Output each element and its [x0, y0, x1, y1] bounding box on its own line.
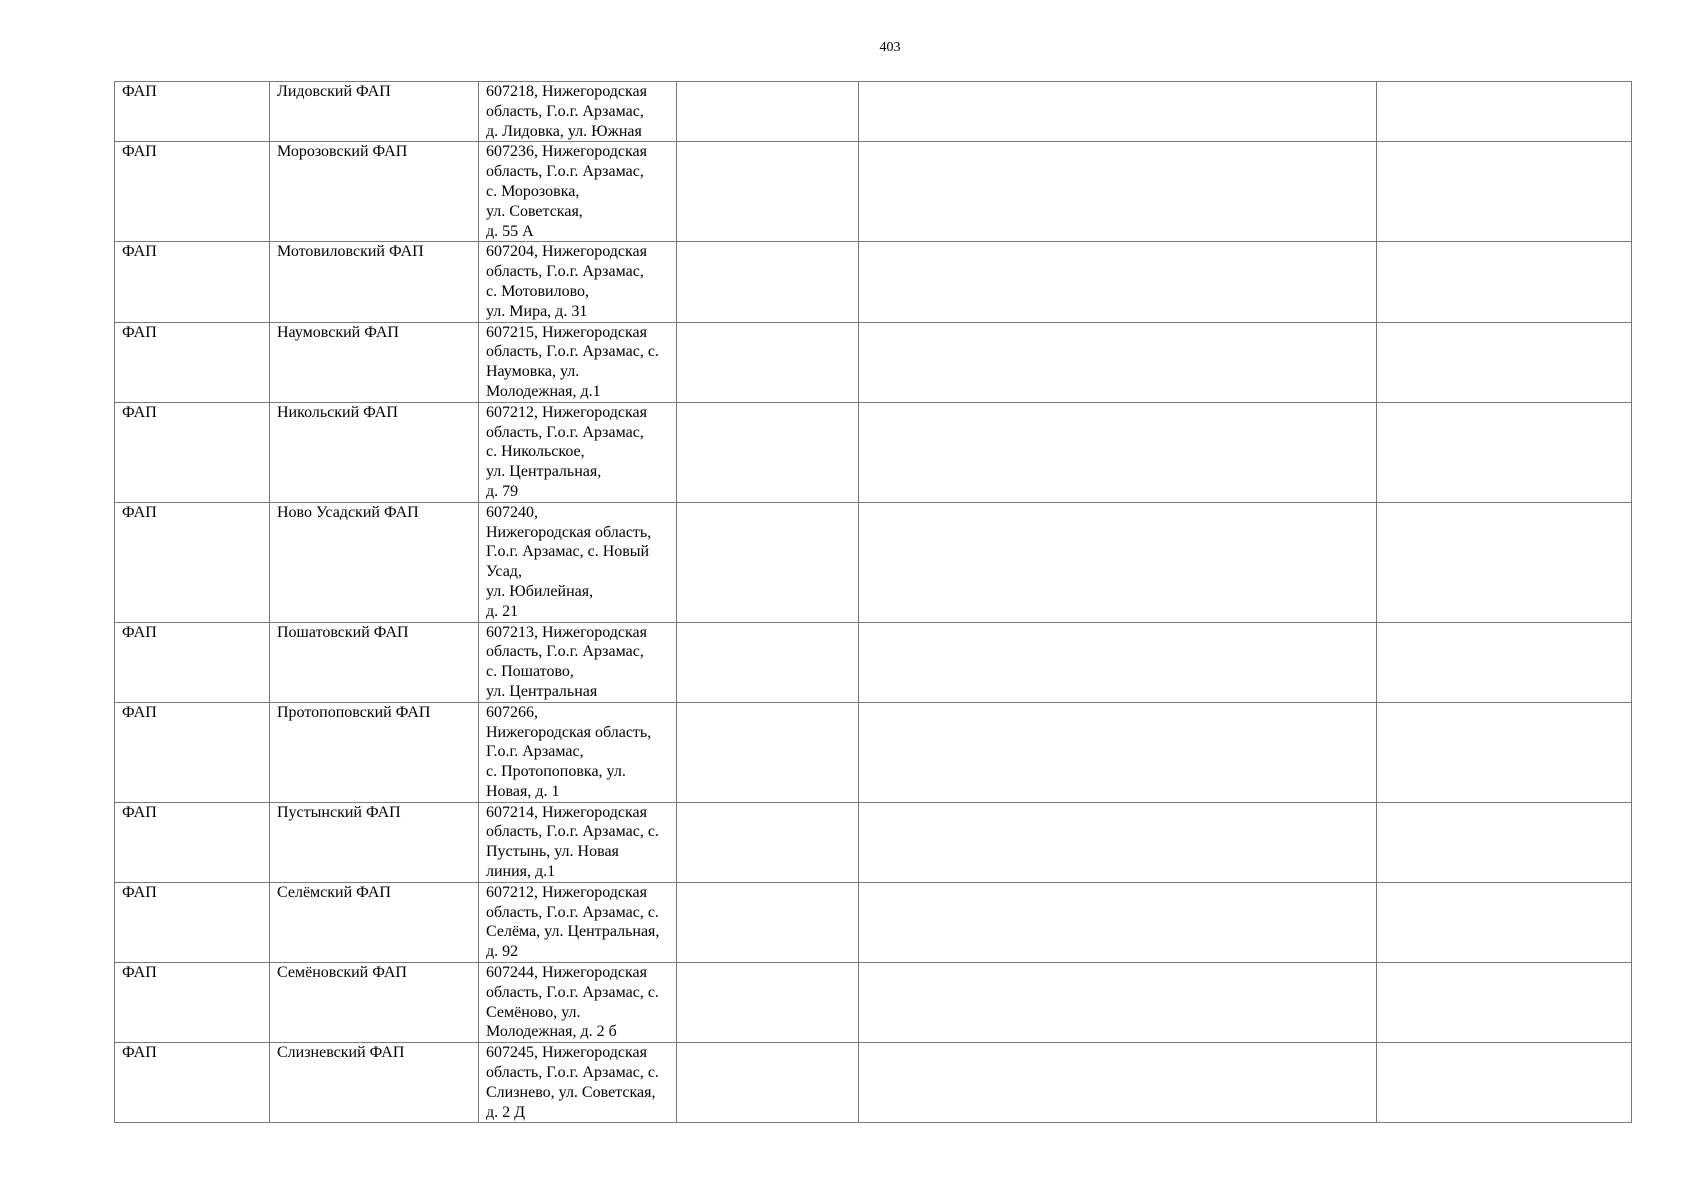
table-row [115, 242, 1632, 322]
facility-type-cell: ФАП [115, 142, 270, 242]
empty-cell [859, 702, 1377, 802]
address-line: 607204, Нижегородская [486, 243, 647, 261]
address-line: ул. Центральная [486, 682, 598, 700]
address-line: ул. Советская, [486, 202, 583, 220]
address-line: ул. Мира, д. 31 [486, 302, 588, 320]
facility-type-cell: ФАП [115, 502, 270, 622]
facility-address-cell [479, 502, 677, 622]
address-line: область, Г.о.г. Арзамас, с. [486, 823, 659, 841]
address-line: 607245, Нижегородская [486, 1044, 647, 1062]
table-row [115, 1043, 1632, 1123]
facility-type-cell: ФАП [115, 702, 270, 802]
facility-type-cell: ФАП [115, 242, 270, 322]
address-line: область, Г.о.г. Арзамас, [486, 163, 644, 181]
table-row [115, 802, 1632, 882]
facility-name-cell: Пустынский ФАП [270, 802, 479, 882]
facility-type-cell: ФАП [115, 1043, 270, 1123]
address-line: область, Г.о.г. Арзамас, с. [486, 903, 659, 921]
address-line: Г.о.г. Арзамас, [486, 743, 584, 761]
empty-cell [1377, 802, 1632, 882]
page-number: 403 [879, 40, 901, 55]
empty-cell [859, 402, 1377, 502]
facility-address-cell [479, 622, 677, 702]
address-line: Усад, [486, 563, 522, 581]
address-line: 607240, [486, 503, 538, 521]
facility-type-cell: ФАП [115, 82, 270, 142]
address-line: Нижегородская область, [486, 523, 652, 541]
empty-cell [677, 402, 859, 502]
address-line: с. Никольское, [486, 443, 585, 461]
facility-address-cell [479, 322, 677, 402]
table-row [115, 82, 1632, 142]
empty-cell [677, 702, 859, 802]
address-line: область, Г.о.г. Арзамас, с. [486, 983, 659, 1001]
facility-address-cell [479, 142, 677, 242]
empty-cell [677, 622, 859, 702]
table-body [115, 82, 1632, 1123]
empty-cell [859, 882, 1377, 962]
empty-cell [677, 82, 859, 142]
table-row [115, 882, 1632, 962]
empty-cell [677, 1043, 859, 1123]
address-line: Наумовка, ул. [486, 363, 580, 381]
address-line: с. Пошатово, [486, 663, 574, 681]
address-line: д. 2 Д [486, 1103, 526, 1121]
address-line: 607213, Нижегородская [486, 623, 647, 641]
address-line: Селёма, ул. Центральная, [486, 923, 660, 941]
empty-cell [677, 802, 859, 882]
facility-type-cell: ФАП [115, 802, 270, 882]
facility-type-cell: ФАП [115, 402, 270, 502]
table-row [115, 502, 1632, 622]
address-line: д. 21 [486, 602, 519, 620]
facilities-table [114, 81, 1632, 1123]
facility-address-cell [479, 963, 677, 1043]
empty-cell [677, 963, 859, 1043]
address-line: Молодежная, д.1 [486, 382, 601, 400]
address-line: 607212, Нижегородская [486, 883, 647, 901]
address-line: 607212, Нижегородская [486, 403, 647, 421]
address-line: Пустынь, ул. Новая [486, 843, 619, 861]
address-line: 607215, Нижегородская [486, 323, 647, 341]
address-line: область, Г.о.г. Арзамас, с. [486, 1064, 659, 1082]
address-line: линия, д.1 [486, 863, 556, 881]
table-row [115, 622, 1632, 702]
address-line: д. 55 А [486, 222, 534, 240]
empty-cell [677, 502, 859, 622]
address-line: 607214, Нижегородская [486, 803, 647, 821]
facility-address-cell [479, 402, 677, 502]
facility-address-cell [479, 1043, 677, 1123]
address-line: с. Мотовилово, [486, 282, 590, 300]
empty-cell [1377, 882, 1632, 962]
empty-cell [1377, 1043, 1632, 1123]
facility-name-cell: Слизневский ФАП [270, 1043, 479, 1123]
empty-cell [859, 1043, 1377, 1123]
empty-cell [677, 322, 859, 402]
empty-cell [859, 802, 1377, 882]
empty-cell [1377, 82, 1632, 142]
facility-address-cell [479, 882, 677, 962]
empty-cell [859, 242, 1377, 322]
empty-cell [859, 963, 1377, 1043]
empty-cell [859, 502, 1377, 622]
table-row [115, 322, 1632, 402]
facility-address-cell [479, 242, 677, 322]
address-line: Новая, д. 1 [486, 782, 560, 800]
empty-cell [1377, 142, 1632, 242]
address-line: с. Морозовка, [486, 182, 580, 200]
address-line: 607266, [486, 703, 538, 721]
empty-cell [1377, 402, 1632, 502]
address-line: 607244, Нижегородская [486, 964, 647, 982]
empty-cell [1377, 963, 1632, 1043]
empty-cell [1377, 322, 1632, 402]
facility-type-cell: ФАП [115, 622, 270, 702]
table-row [115, 702, 1632, 802]
facility-name-cell: Пошатовский ФАП [270, 622, 479, 702]
address-line: Слизнево, ул. Советская, [486, 1083, 656, 1101]
empty-cell [677, 242, 859, 322]
facility-name-cell: Лидовский ФАП [270, 82, 479, 142]
empty-cell [1377, 242, 1632, 322]
facility-type-cell: ФАП [115, 963, 270, 1043]
facility-name-cell: Ново Усадский ФАП [270, 502, 479, 622]
address-line: Семёново, ул. [486, 1003, 581, 1021]
address-line: Нижегородская область, [486, 723, 652, 741]
address-line: область, Г.о.г. Арзамас, [486, 263, 644, 281]
empty-cell [859, 82, 1377, 142]
address-line: 607236, Нижегородская [486, 143, 647, 161]
address-line: область, Г.о.г. Арзамас, с. [486, 343, 659, 361]
address-line: д. 92 [486, 943, 519, 961]
address-line: д. 79 [486, 482, 519, 500]
facility-type-cell: ФАП [115, 882, 270, 962]
facility-name-cell: Мотовиловский ФАП [270, 242, 479, 322]
address-line: Молодежная, д. 2 б [486, 1023, 617, 1041]
empty-cell [1377, 502, 1632, 622]
facility-name-cell: Морозовский ФАП [270, 142, 479, 242]
facility-name-cell: Наумовский ФАП [270, 322, 479, 402]
empty-cell [677, 142, 859, 242]
address-line: ул. Центральная, [486, 463, 602, 481]
empty-cell [859, 322, 1377, 402]
table-row [115, 963, 1632, 1043]
empty-cell [859, 142, 1377, 242]
empty-cell [1377, 702, 1632, 802]
address-line: д. Лидовка, ул. Южная [486, 122, 642, 140]
table-row [115, 402, 1632, 502]
address-line: 607218, Нижегородская [486, 83, 647, 100]
address-line: с. Протопоповка, ул. [486, 763, 626, 781]
facility-name-cell: Никольский ФАП [270, 402, 479, 502]
empty-cell [1377, 622, 1632, 702]
address-line: Г.о.г. Арзамас, с. Новый [486, 543, 650, 561]
address-line: область, Г.о.г. Арзамас, [486, 102, 644, 120]
facility-name-cell: Селёмский ФАП [270, 882, 479, 962]
empty-cell [859, 622, 1377, 702]
address-line: область, Г.о.г. Арзамас, [486, 423, 644, 441]
facility-address-cell [479, 702, 677, 802]
facility-type-cell: ФАП [115, 322, 270, 402]
address-line: область, Г.о.г. Арзамас, [486, 643, 644, 661]
empty-cell [677, 882, 859, 962]
facility-address-cell [479, 82, 677, 142]
facility-name-cell: Протопоповский ФАП [270, 702, 479, 802]
facility-name-cell: Семёновский ФАП [270, 963, 479, 1043]
facility-address-cell [479, 802, 677, 882]
table-row [115, 142, 1632, 242]
address-line: ул. Юбилейная, [486, 582, 594, 600]
